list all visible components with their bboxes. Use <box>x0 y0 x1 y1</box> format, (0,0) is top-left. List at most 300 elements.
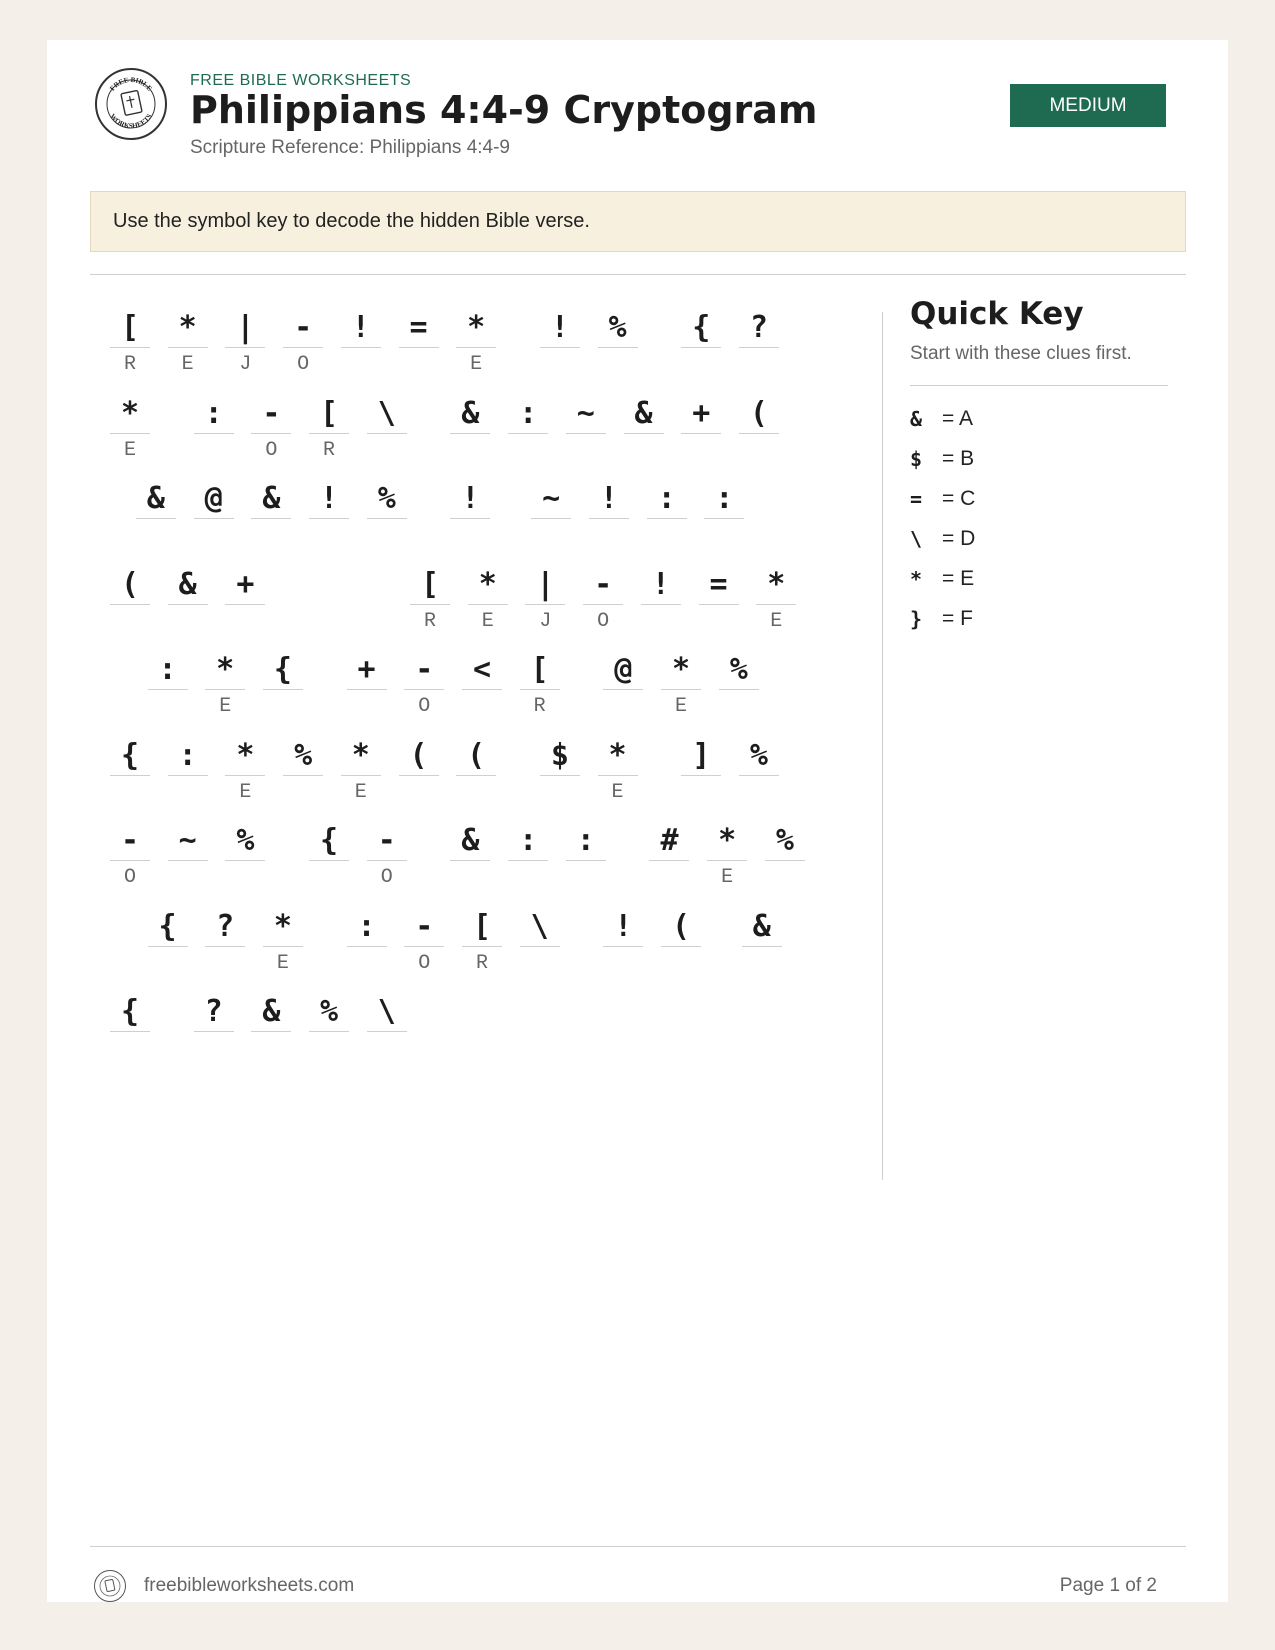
cipher-cell[interactable] <box>739 308 779 348</box>
cipher-symbol: & <box>262 481 281 516</box>
cipher-cell[interactable] <box>225 565 265 605</box>
key-symbol: * <box>910 567 923 591</box>
key-symbol: = <box>910 487 923 511</box>
cipher-cell[interactable] <box>148 650 188 690</box>
answer-blank[interactable] <box>148 689 188 690</box>
answer-blank[interactable] <box>649 860 689 861</box>
cipher-symbol: & <box>634 395 653 431</box>
cipher-cell[interactable] <box>742 907 782 947</box>
cipher-cell[interactable] <box>194 479 234 519</box>
cipher-symbol: [ <box>120 310 140 345</box>
cipher-cell[interactable] <box>404 650 444 718</box>
cipher-cell[interactable] <box>520 650 560 718</box>
cipher-cell[interactable] <box>251 394 291 462</box>
cipher-cell[interactable] <box>681 394 721 434</box>
cipher-cell[interactable] <box>531 479 571 519</box>
cipher-cell[interactable] <box>739 394 779 434</box>
cipher-cell[interactable] <box>704 479 744 519</box>
answer-blank[interactable] <box>456 775 496 776</box>
cipher-cell[interactable] <box>756 565 796 633</box>
cipher-symbol: : <box>715 481 734 516</box>
answer-blank[interactable] <box>707 860 747 861</box>
cipher-symbol: & <box>461 395 480 431</box>
cipher-cell[interactable] <box>367 394 407 434</box>
answer-blank[interactable] <box>508 860 548 861</box>
answer-blank[interactable] <box>168 604 208 605</box>
cipher-symbol: % <box>294 737 313 773</box>
cipher-cell[interactable] <box>110 992 150 1032</box>
cipher-symbol: : <box>158 652 177 687</box>
cipher-symbol: : <box>657 481 676 516</box>
quick-key-item <box>910 479 975 519</box>
cipher-cell[interactable] <box>399 736 439 776</box>
cipher-cell[interactable] <box>263 907 303 975</box>
cipher-cell[interactable] <box>367 821 407 889</box>
key-value: = D <box>942 527 976 550</box>
cipher-symbol: = <box>409 310 428 345</box>
cipher-cell[interactable] <box>520 907 560 947</box>
answer-blank[interactable] <box>110 775 150 776</box>
cipher-symbol: ! <box>351 310 370 345</box>
cipher-cell[interactable] <box>508 394 548 434</box>
answer-blank[interactable] <box>450 860 490 861</box>
cipher-cell[interactable] <box>598 736 638 804</box>
hint-letter: E <box>219 695 232 718</box>
answer-blank[interactable] <box>194 1031 234 1032</box>
answer-blank[interactable] <box>739 347 779 348</box>
cipher-symbol: * <box>273 908 292 944</box>
answer-blank[interactable] <box>681 433 721 434</box>
answer-blank[interactable] <box>525 604 565 605</box>
answer-blank[interactable] <box>641 604 681 605</box>
cipher-cell[interactable] <box>566 821 606 861</box>
answer-blank[interactable] <box>251 518 291 519</box>
hint-letter: O <box>418 695 431 718</box>
hint-letter: R <box>424 609 437 633</box>
key-value: = B <box>942 447 975 470</box>
page-title: Philippians 4:4-9 Cryptogram <box>190 88 818 132</box>
cipher-symbol: ( <box>672 908 691 944</box>
cipher-symbol: % <box>775 823 794 858</box>
answer-blank[interactable] <box>566 433 606 434</box>
cipher-symbol: * <box>767 566 786 602</box>
hint-letter: E <box>276 951 289 975</box>
answer-blank[interactable] <box>110 433 150 434</box>
quick-key-subtitle: Start with these clues first. <box>910 343 1132 364</box>
cipher-symbol: - <box>262 395 281 431</box>
cipher-symbol: { <box>120 994 140 1029</box>
cipher-cell[interactable] <box>450 394 490 434</box>
answer-blank[interactable] <box>583 604 623 605</box>
hint-letter: R <box>123 353 136 376</box>
cipher-cell[interactable] <box>399 308 439 348</box>
cipher-symbol: & <box>262 994 281 1029</box>
difficulty-badge: MEDIUM <box>1010 84 1166 127</box>
answer-blank[interactable] <box>404 689 444 690</box>
answer-blank[interactable] <box>205 689 245 690</box>
cipher-symbol: \ <box>377 994 396 1029</box>
quick-key-item <box>910 599 975 639</box>
key-value: = C <box>942 487 976 510</box>
cipher-symbol: * <box>467 310 486 345</box>
cipher-symbol: : <box>357 908 376 944</box>
hint-letter: E <box>181 353 194 376</box>
answer-blank[interactable] <box>367 860 407 861</box>
cipher-cell[interactable] <box>341 736 381 804</box>
cipher-symbol: * <box>216 652 235 687</box>
cipher-cell[interactable] <box>462 650 502 690</box>
hint-letter: O <box>265 438 278 462</box>
cipher-cell[interactable] <box>583 565 623 633</box>
hint-letter: O <box>297 353 310 376</box>
key-value: = F <box>942 607 973 630</box>
key-symbol: } <box>910 607 923 631</box>
cipher-symbol: ? <box>749 310 768 345</box>
cipher-cell[interactable] <box>168 821 208 861</box>
answer-blank[interactable] <box>520 689 560 690</box>
answer-blank[interactable] <box>661 946 701 947</box>
cipher-symbol: ! <box>461 481 480 516</box>
answer-blank[interactable] <box>225 347 265 348</box>
cipher-cell[interactable] <box>309 992 349 1032</box>
answer-blank[interactable] <box>168 347 208 348</box>
cipher-symbol: & <box>146 481 165 516</box>
cipher-symbol: - <box>294 310 313 345</box>
cipher-cell[interactable] <box>225 736 265 804</box>
answer-blank[interactable] <box>367 1031 407 1032</box>
cipher-cell[interactable] <box>367 992 407 1032</box>
answer-blank[interactable] <box>309 1031 349 1032</box>
answer-blank[interactable] <box>205 946 245 947</box>
cipher-cell[interactable] <box>456 308 496 376</box>
cipher-cell[interactable] <box>194 992 234 1032</box>
cipher-cell[interactable] <box>540 308 580 348</box>
worksheet-page <box>47 40 1228 1602</box>
key-value: = A <box>942 407 973 430</box>
cipher-cell[interactable] <box>309 479 349 519</box>
answer-blank[interactable] <box>699 604 739 605</box>
hint-letter: O <box>418 951 431 975</box>
quick-key-title: Quick Key <box>910 296 1084 332</box>
hint-letter: E <box>239 780 252 804</box>
cipher-symbol: | <box>236 310 255 345</box>
cipher-cell[interactable] <box>450 479 490 519</box>
answer-blank[interactable] <box>251 433 291 434</box>
cipher-cell[interactable] <box>649 821 689 861</box>
answer-blank[interactable] <box>225 604 265 605</box>
cipher-cell[interactable] <box>624 394 664 434</box>
answer-blank[interactable] <box>341 347 381 348</box>
cipher-cell[interactable] <box>110 394 150 462</box>
cipher-cell[interactable] <box>661 907 701 947</box>
cipher-cell[interactable] <box>739 736 779 776</box>
cipher-cell[interactable] <box>347 650 387 690</box>
cipher-symbol: : <box>178 737 197 773</box>
cipher-cell[interactable] <box>367 479 407 519</box>
hint-letter: O <box>123 866 136 889</box>
hint-letter: E <box>123 438 136 462</box>
cipher-cell[interactable] <box>205 907 245 947</box>
answer-blank[interactable] <box>309 860 349 861</box>
cipher-cell[interactable] <box>136 479 176 519</box>
cipher-symbol: % <box>377 481 396 516</box>
cipher-cell[interactable] <box>205 650 245 718</box>
cipher-symbol: + <box>236 566 255 602</box>
hint-letter: E <box>675 695 688 718</box>
answer-blank[interactable] <box>110 604 150 605</box>
cipher-symbol: : <box>204 395 223 431</box>
cipher-symbol: @ <box>204 481 223 516</box>
cipher-symbol: @ <box>614 652 633 687</box>
cipher-cell[interactable] <box>110 308 150 376</box>
cipher-cell[interactable] <box>603 907 643 947</box>
answer-blank[interactable] <box>148 946 188 947</box>
hint-letter: J <box>239 353 252 376</box>
answer-blank[interactable] <box>508 433 548 434</box>
cipher-symbol: { <box>158 908 177 944</box>
hint-letter: E <box>770 609 783 633</box>
answer-blank[interactable] <box>347 689 387 690</box>
cipher-symbol: : <box>519 395 538 431</box>
answer-blank[interactable] <box>225 775 265 776</box>
cipher-symbol: ( <box>467 737 486 773</box>
cipher-symbol: < <box>472 652 491 687</box>
cipher-symbol: ~ <box>576 395 595 431</box>
key-symbol: $ <box>910 447 923 471</box>
answer-blank[interactable] <box>598 775 638 776</box>
cipher-cell[interactable] <box>283 736 323 776</box>
answer-blank[interactable] <box>110 1031 150 1032</box>
cipher-cell[interactable] <box>450 821 490 861</box>
instructions-text: Use the symbol key to decode the hidden Bible verse. <box>113 210 590 232</box>
cryptogram-puzzle <box>47 40 882 1180</box>
answer-blank[interactable] <box>168 860 208 861</box>
answer-blank[interactable] <box>263 689 303 690</box>
answer-blank[interactable] <box>456 347 496 348</box>
answer-blank[interactable] <box>681 347 721 348</box>
answer-blank[interactable] <box>624 433 664 434</box>
answer-blank[interactable] <box>681 775 721 776</box>
hint-letter: E <box>470 353 483 376</box>
answer-blank[interactable] <box>739 775 779 776</box>
cipher-symbol: | <box>536 566 555 602</box>
cipher-symbol: { <box>320 823 339 858</box>
cipher-cell[interactable] <box>681 308 721 348</box>
cipher-symbol: ( <box>749 395 768 431</box>
answer-blank[interactable] <box>704 518 744 519</box>
answer-blank[interactable] <box>531 518 571 519</box>
answer-blank[interactable] <box>309 518 349 519</box>
cipher-symbol: ? <box>204 994 223 1029</box>
answer-blank[interactable] <box>263 946 303 947</box>
cipher-cell[interactable] <box>598 308 638 348</box>
answer-blank[interactable] <box>450 433 490 434</box>
answer-blank[interactable] <box>462 689 502 690</box>
cipher-cell[interactable] <box>148 907 188 947</box>
cipher-cell[interactable] <box>681 736 721 776</box>
cipher-cell[interactable] <box>263 650 303 690</box>
answer-blank[interactable] <box>410 604 450 605</box>
cipher-symbol: ! <box>320 481 339 516</box>
key-value: = E <box>942 567 975 590</box>
cipher-cell[interactable] <box>251 479 291 519</box>
cipher-cell[interactable] <box>168 736 208 776</box>
cipher-cell[interactable] <box>699 565 739 605</box>
cipher-symbol: ] <box>692 737 711 773</box>
cipher-cell[interactable] <box>462 907 502 975</box>
cipher-cell[interactable] <box>168 565 208 605</box>
divider <box>90 1546 1186 1547</box>
answer-blank[interactable] <box>136 518 176 519</box>
answer-blank[interactable] <box>540 775 580 776</box>
cipher-cell[interactable] <box>589 479 629 519</box>
cipher-symbol: ! <box>651 566 670 602</box>
answer-blank[interactable] <box>399 347 439 348</box>
cipher-cell[interactable] <box>468 565 508 633</box>
answer-blank[interactable] <box>589 518 629 519</box>
answer-blank[interactable] <box>742 946 782 947</box>
answer-blank[interactable] <box>603 946 643 947</box>
cipher-cell[interactable] <box>347 907 387 947</box>
answer-blank[interactable] <box>367 518 407 519</box>
quick-key-list <box>910 399 975 639</box>
cipher-symbol: * <box>608 737 627 773</box>
cipher-symbol: - <box>415 908 434 944</box>
cipher-cell[interactable] <box>765 821 805 861</box>
hint-letter: E <box>354 780 367 804</box>
cipher-cell[interactable] <box>110 821 150 889</box>
answer-blank[interactable] <box>566 860 606 861</box>
answer-blank[interactable] <box>341 775 381 776</box>
hint-letter: R <box>323 438 336 462</box>
footer-logo <box>94 1570 126 1602</box>
cipher-symbol: ? <box>216 908 235 944</box>
brand-name: FREE BIBLE WORKSHEETS <box>190 72 412 89</box>
cipher-cell[interactable] <box>525 565 565 633</box>
answer-blank[interactable] <box>468 604 508 605</box>
cipher-cell[interactable] <box>647 479 687 519</box>
answer-blank[interactable] <box>194 518 234 519</box>
answer-blank[interactable] <box>251 1031 291 1032</box>
cipher-cell[interactable] <box>566 394 606 434</box>
cipher-symbol: - <box>120 823 140 858</box>
column-divider <box>882 312 883 1180</box>
answer-blank[interactable] <box>647 518 687 519</box>
answer-blank[interactable] <box>168 775 208 776</box>
cipher-symbol: & <box>752 908 771 944</box>
footer-url[interactable]: freebibleworksheets.com <box>144 1575 355 1596</box>
cipher-symbol: ~ <box>178 823 197 858</box>
answer-blank[interactable] <box>283 347 323 348</box>
answer-blank[interactable] <box>399 775 439 776</box>
answer-blank[interactable] <box>603 689 643 690</box>
cipher-symbol: \ <box>530 908 549 944</box>
hint-letter: E <box>611 780 624 804</box>
answer-blank[interactable] <box>225 860 265 861</box>
cipher-symbol: $ <box>550 737 569 773</box>
cipher-cell[interactable] <box>225 308 265 376</box>
hint-letter: O <box>380 866 393 889</box>
cipher-cell[interactable] <box>404 907 444 975</box>
cipher-symbol: : <box>519 823 538 858</box>
cipher-symbol: ( <box>120 566 140 602</box>
answer-blank[interactable] <box>283 775 323 776</box>
cipher-cell[interactable] <box>110 736 150 776</box>
scripture-reference: Scripture Reference: Philippians 4:4-9 <box>190 137 511 158</box>
answer-blank[interactable] <box>404 946 444 947</box>
answer-blank[interactable] <box>194 433 234 434</box>
cipher-cell[interactable] <box>168 308 208 376</box>
answer-blank[interactable] <box>347 946 387 947</box>
cipher-symbol: & <box>461 823 480 858</box>
answer-blank[interactable] <box>598 347 638 348</box>
hint-letter: E <box>481 609 494 633</box>
answer-blank[interactable] <box>540 347 580 348</box>
cipher-cell[interactable] <box>456 736 496 776</box>
cipher-cell[interactable] <box>661 650 701 718</box>
cipher-symbol: # <box>660 823 679 858</box>
cipher-cell[interactable] <box>707 821 747 889</box>
cipher-symbol: [ <box>472 908 491 944</box>
cipher-cell[interactable] <box>341 308 381 348</box>
cipher-cell[interactable] <box>110 565 150 605</box>
cipher-symbol: = <box>709 566 728 602</box>
answer-blank[interactable] <box>719 689 759 690</box>
cipher-symbol: * <box>120 395 140 431</box>
answer-blank[interactable] <box>661 689 701 690</box>
cipher-cell[interactable] <box>410 565 450 633</box>
answer-blank[interactable] <box>110 347 150 348</box>
answer-blank[interactable] <box>110 860 150 861</box>
cipher-cell[interactable] <box>641 565 681 605</box>
cipher-cell[interactable] <box>719 650 759 690</box>
cipher-symbol: { <box>120 737 140 773</box>
cipher-symbol: * <box>718 823 737 858</box>
divider <box>910 385 1168 386</box>
cipher-symbol: - <box>377 823 396 858</box>
cipher-symbol: [ <box>320 395 339 431</box>
cipher-symbol: ( <box>409 737 428 773</box>
answer-blank[interactable] <box>309 433 349 434</box>
cipher-cell[interactable] <box>309 394 349 462</box>
cipher-cell[interactable] <box>251 992 291 1032</box>
hint-letter: R <box>533 695 546 718</box>
key-symbol: & <box>910 407 923 431</box>
cipher-cell[interactable] <box>225 821 265 861</box>
cipher-cell[interactable] <box>540 736 580 776</box>
cipher-symbol: % <box>749 737 768 773</box>
answer-blank[interactable] <box>367 433 407 434</box>
cipher-symbol: [ <box>421 566 440 602</box>
cipher-symbol: ~ <box>542 481 561 516</box>
cipher-cell[interactable] <box>508 821 548 861</box>
cipher-cell[interactable] <box>194 394 234 434</box>
hint-letter: O <box>597 609 610 633</box>
answer-blank[interactable] <box>450 518 490 519</box>
logo-text-top: FREE BIBLE <box>108 75 154 93</box>
cipher-cell[interactable] <box>283 308 323 376</box>
answer-blank[interactable] <box>462 946 502 947</box>
answer-blank[interactable] <box>739 433 779 434</box>
answer-blank[interactable] <box>756 604 796 605</box>
hint-letter: R <box>475 951 488 975</box>
cipher-cell[interactable] <box>309 821 349 861</box>
cipher-symbol: + <box>357 652 376 687</box>
cipher-symbol: { <box>273 652 292 687</box>
answer-blank[interactable] <box>765 860 805 861</box>
cipher-cell[interactable] <box>603 650 643 690</box>
answer-blank[interactable] <box>520 946 560 947</box>
